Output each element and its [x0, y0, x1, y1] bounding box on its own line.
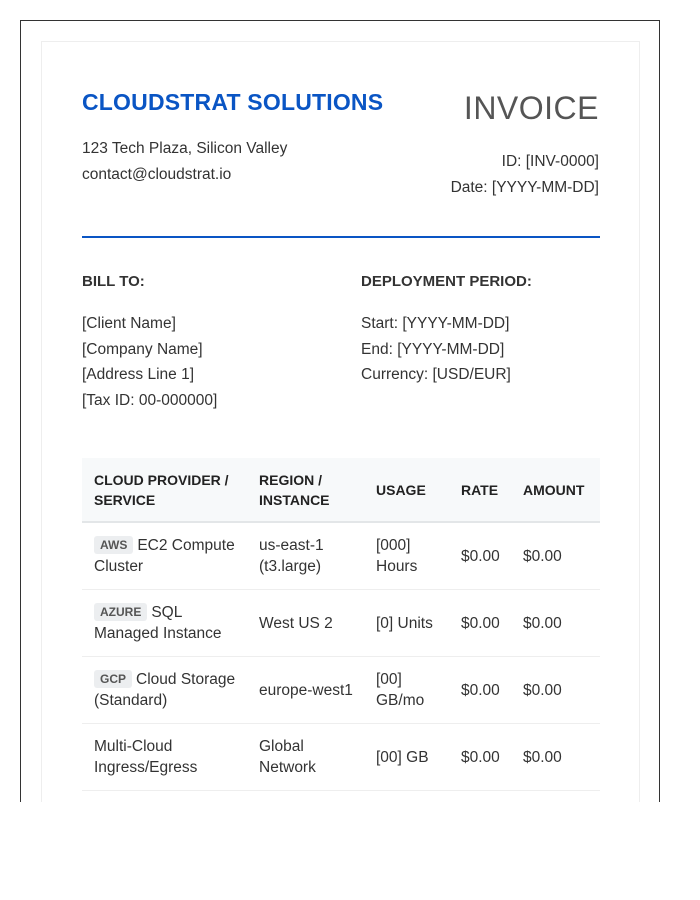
cell-service — [82, 590, 247, 657]
cell-rate: $0.00 — [449, 590, 511, 657]
provider-badge-gcp: GCP — [94, 670, 132, 688]
company-name: CLOUDSTRAT SOLUTIONS — [82, 89, 384, 115]
cell-region: us-east-1 (t3.large) — [247, 522, 364, 590]
table-header-row — [82, 458, 600, 522]
service-name: Cloud Storage (Standard) — [94, 671, 236, 709]
table-row — [82, 522, 600, 590]
invoice-title: INVOICE — [463, 90, 599, 126]
bill-to-client-name: [Client Name] — [82, 315, 176, 332]
header-usage: USAGE — [364, 458, 449, 522]
cell-region: Global Network — [247, 724, 364, 791]
table-row — [82, 590, 600, 657]
cell-region: West US 2 — [247, 590, 364, 657]
deployment-heading: DEPLOYMENT PERIOD: — [361, 273, 532, 290]
company-address: 123 Tech Plaza, Silicon Valley — [82, 140, 288, 157]
header-provider-service: CLOUD PROVIDER / SERVICE — [82, 458, 247, 522]
cell-service — [82, 522, 247, 590]
table-row — [82, 724, 600, 791]
header-rate: RATE — [449, 458, 511, 522]
invoice-id: ID: [INV-0000] — [501, 153, 599, 170]
cell-amount: $0.00 — [511, 590, 600, 657]
bill-to-heading: BILL TO: — [82, 273, 145, 290]
provider-badge-azure: AZURE — [94, 603, 147, 621]
cell-amount: $0.00 — [511, 522, 600, 590]
cell-usage: [00] GB/mo — [364, 657, 449, 724]
cell-usage: [00] GB — [364, 724, 449, 791]
bill-to-company-name: [Company Name] — [82, 341, 203, 358]
bill-to-tax-id: [Tax ID: 00-000000] — [82, 392, 218, 409]
cell-rate: $0.00 — [449, 522, 511, 590]
cell-usage: [0] Units — [364, 590, 449, 657]
invoice-date: Date: [YYYY-MM-DD] — [450, 179, 599, 196]
cell-rate: $0.00 — [449, 724, 511, 791]
cell-service — [82, 724, 247, 791]
deployment-currency: Currency: [USD/EUR] — [361, 366, 511, 383]
company-email: contact@cloudstrat.io — [82, 166, 232, 183]
service-name: SQL Managed Instance — [94, 604, 222, 642]
cell-region: europe-west1 — [247, 657, 364, 724]
header-amount: AMOUNT — [511, 458, 600, 522]
cell-service — [82, 657, 247, 724]
table-row — [82, 657, 600, 724]
service-name: EC2 Compute Cluster — [94, 537, 235, 575]
header-region-instance: REGION / INSTANCE — [247, 458, 364, 522]
line-items-table — [82, 458, 600, 791]
bill-to-address: [Address Line 1] — [82, 366, 195, 383]
service-name: Multi-Cloud Ingress/Egress — [94, 738, 198, 776]
deployment-end: End: [YYYY-MM-DD] — [361, 341, 505, 358]
cell-amount: $0.00 — [511, 657, 600, 724]
header-divider — [82, 236, 600, 238]
cell-amount: $0.00 — [511, 724, 600, 791]
deployment-start: Start: [YYYY-MM-DD] — [361, 315, 510, 332]
provider-badge-aws: AWS — [94, 536, 133, 554]
cell-rate: $0.00 — [449, 657, 511, 724]
cell-usage: [000] Hours — [364, 522, 449, 590]
